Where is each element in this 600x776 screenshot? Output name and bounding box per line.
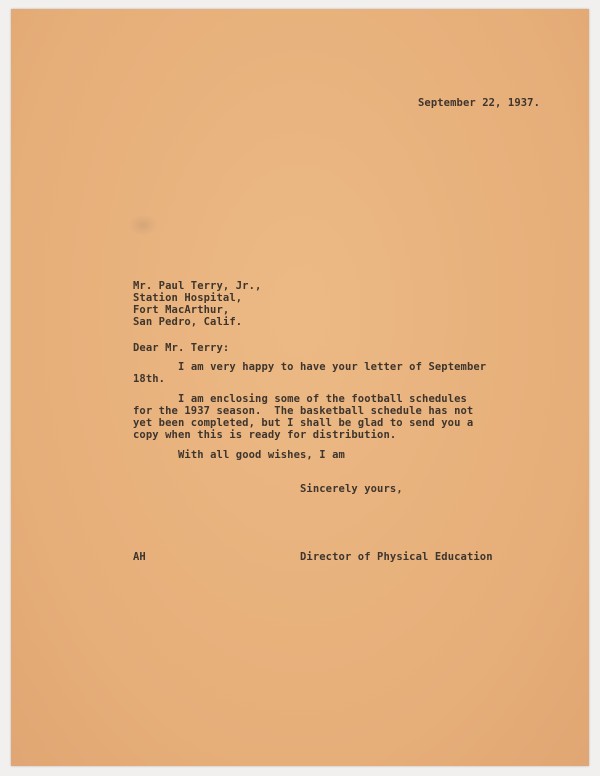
signature-title: Director of Physical Education: [300, 551, 493, 563]
letter-date: September 22, 1937.: [418, 97, 541, 109]
typist-initials: AH: [133, 551, 146, 563]
body-line: With all good wishes, I am: [178, 449, 345, 461]
recipient-address-line: Station Hospital,: [133, 292, 243, 304]
body-line: I am very happy to have your letter of September: [178, 361, 487, 373]
body-line: yet been completed, but I shall be glad to send you a: [133, 417, 474, 429]
recipient-address-line: Fort MacArthur,: [133, 304, 230, 316]
letter-page: [11, 9, 589, 766]
recipient-name: Mr. Paul Terry, Jr.,: [133, 280, 262, 292]
recipient-address-line: San Pedro, Calif.: [133, 316, 243, 328]
body-line: copy when this is ready for distribution.: [133, 429, 397, 441]
closing: Sincerely yours,: [300, 483, 403, 495]
body-line: I am enclosing some of the football schedules: [178, 393, 467, 405]
body-line: 18th.: [133, 373, 166, 385]
salutation: Dear Mr. Terry:: [133, 342, 230, 354]
paper-smudge: [128, 214, 158, 236]
body-line: for the 1937 season. The basketball schedule has not: [133, 405, 474, 417]
